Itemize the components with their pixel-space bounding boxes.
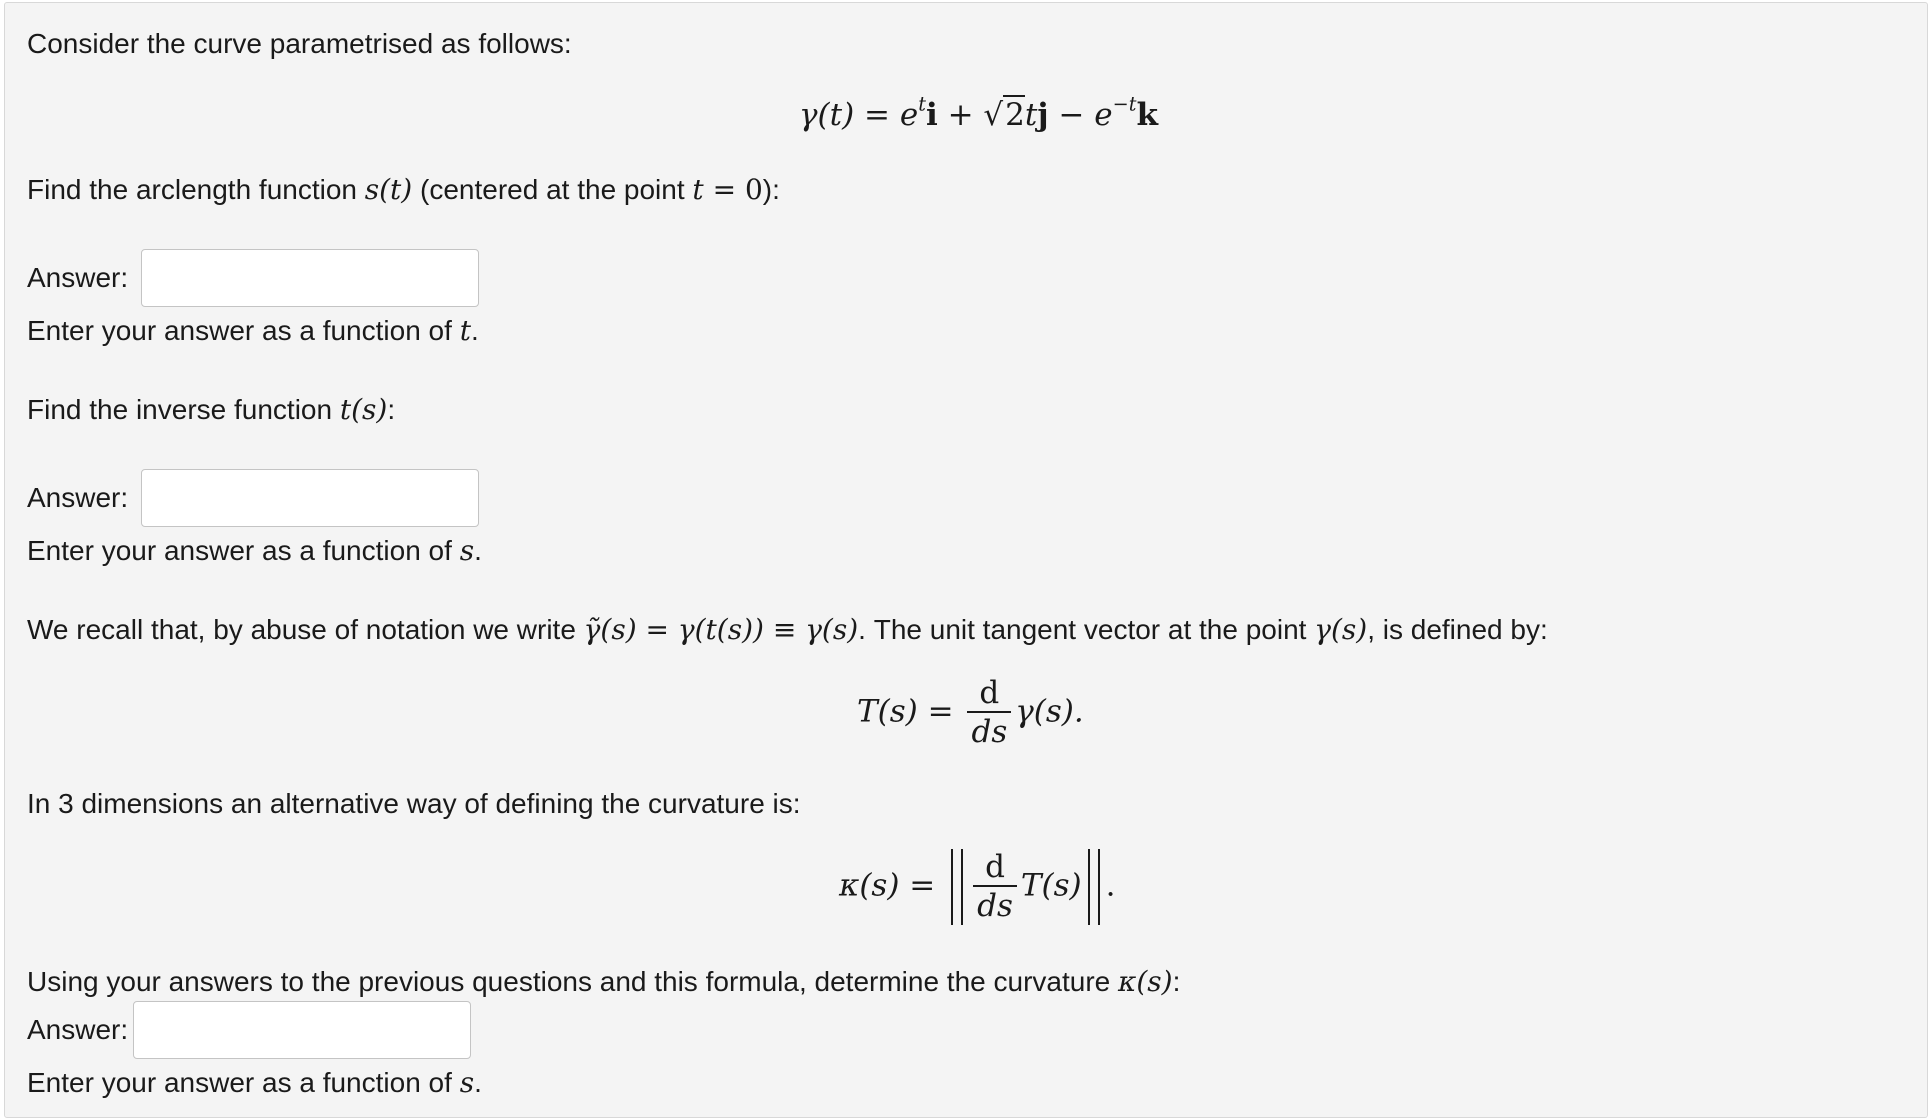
answer-3-input[interactable] (133, 1001, 471, 1059)
sqrt-sign: √ (983, 97, 1004, 133)
q1-math2: t (692, 173, 704, 206)
curve-eq-e1: e (899, 97, 919, 133)
tangent-frac-den: ds (967, 711, 1011, 751)
q2-hint-suffix: . (474, 535, 482, 566)
tangent-frac-num: d (979, 675, 1000, 711)
curve-eq-e1-exp: t (918, 92, 926, 116)
question-panel (4, 2, 1928, 1118)
question-1-text (27, 173, 780, 207)
curv-eq-lhs: κ(s) = (839, 867, 946, 904)
recall-prefix: We recall that, by abuse of notation we write (27, 614, 584, 645)
curve-eq-k: k (1136, 97, 1158, 133)
answer-1-hint (27, 314, 479, 348)
q1-middle: (centered at the point (412, 174, 693, 205)
q1-hint-prefix: Enter your answer as a function of (27, 315, 460, 346)
q1-hint-var: t (459, 314, 471, 347)
curv-frac-den: ds (973, 885, 1017, 925)
curve-eq-j: j (1037, 97, 1049, 133)
answer-3-hint (27, 1066, 482, 1100)
curve-eq-minus: − (1048, 97, 1095, 133)
q2-math: t(s) (339, 393, 388, 426)
tangent-eq-rhs: γ(s). (1015, 693, 1084, 730)
norm-right-bars (1088, 849, 1100, 925)
q3-hint-prefix: Enter your answer as a function of (27, 1067, 460, 1098)
curv-eq-rhs: T(s) (1020, 867, 1082, 904)
answer-2-input[interactable] (141, 469, 479, 527)
recall-math2: γ(s) (1314, 613, 1368, 646)
curve-eq-lhs: γ(t) = (799, 97, 900, 133)
q2-hint-var: s (459, 534, 475, 567)
question-2-text (27, 393, 395, 427)
curv-eq-end: . (1105, 867, 1116, 904)
curve-eq-plus: + (937, 97, 984, 133)
q3-math: κ(s) (1118, 965, 1173, 998)
question-3-text (27, 965, 1180, 999)
curve-eq-i: i (925, 97, 938, 133)
q3-hint-var: s (459, 1066, 475, 1099)
q2-suffix: : (387, 394, 396, 425)
norm-left-bars (951, 849, 963, 925)
answer-3-label: Answer: (27, 1014, 129, 1045)
q1-suffix: ): (762, 174, 780, 205)
answer-2-label: Answer: (27, 482, 129, 513)
curvature-equation (839, 849, 1116, 925)
answer-2-hint (27, 534, 482, 568)
q1-math: s(t) (364, 173, 413, 206)
tangent-equation (857, 675, 1084, 751)
q3-hint-suffix: . (474, 1067, 482, 1098)
q1-hint-suffix: . (470, 315, 479, 346)
curve-eq-t: t (1024, 97, 1038, 133)
curve-eq-e2-exp: −t (1112, 92, 1137, 116)
q3-prefix: Using your answers to the previous questions and this formula, determine the curvature (27, 966, 1119, 997)
curve-eq-e2: e (1094, 97, 1113, 133)
q2-prefix: Find the inverse function (27, 394, 340, 425)
curve-equation (799, 92, 1158, 133)
intro-text: Consider the curve parametrised as follows: (27, 28, 572, 59)
recall-middle: . The unit tangent vector at the point (858, 614, 1315, 645)
q2-hint-prefix: Enter your answer as a function of (27, 535, 460, 566)
q1-eq: = 0 (703, 173, 763, 206)
recall-suffix: , is defined by: (1367, 614, 1548, 645)
sqrt-arg: 2 (1005, 97, 1025, 133)
answer-1-label: Answer: (27, 262, 129, 293)
recall-text (27, 613, 1548, 647)
answer-1-input[interactable] (141, 249, 479, 307)
q3-suffix: : (1172, 966, 1181, 997)
q1-prefix: Find the arclength function (27, 174, 365, 205)
curv-frac-num: d (985, 849, 1005, 885)
alt-text: In 3 dimensions an alternative way of defining the curvature is: (27, 788, 801, 819)
tangent-eq-lhs: T(s) = (857, 693, 964, 730)
recall-math: γ̃(s) = γ(t(s)) ≡ γ(s) (583, 613, 859, 646)
